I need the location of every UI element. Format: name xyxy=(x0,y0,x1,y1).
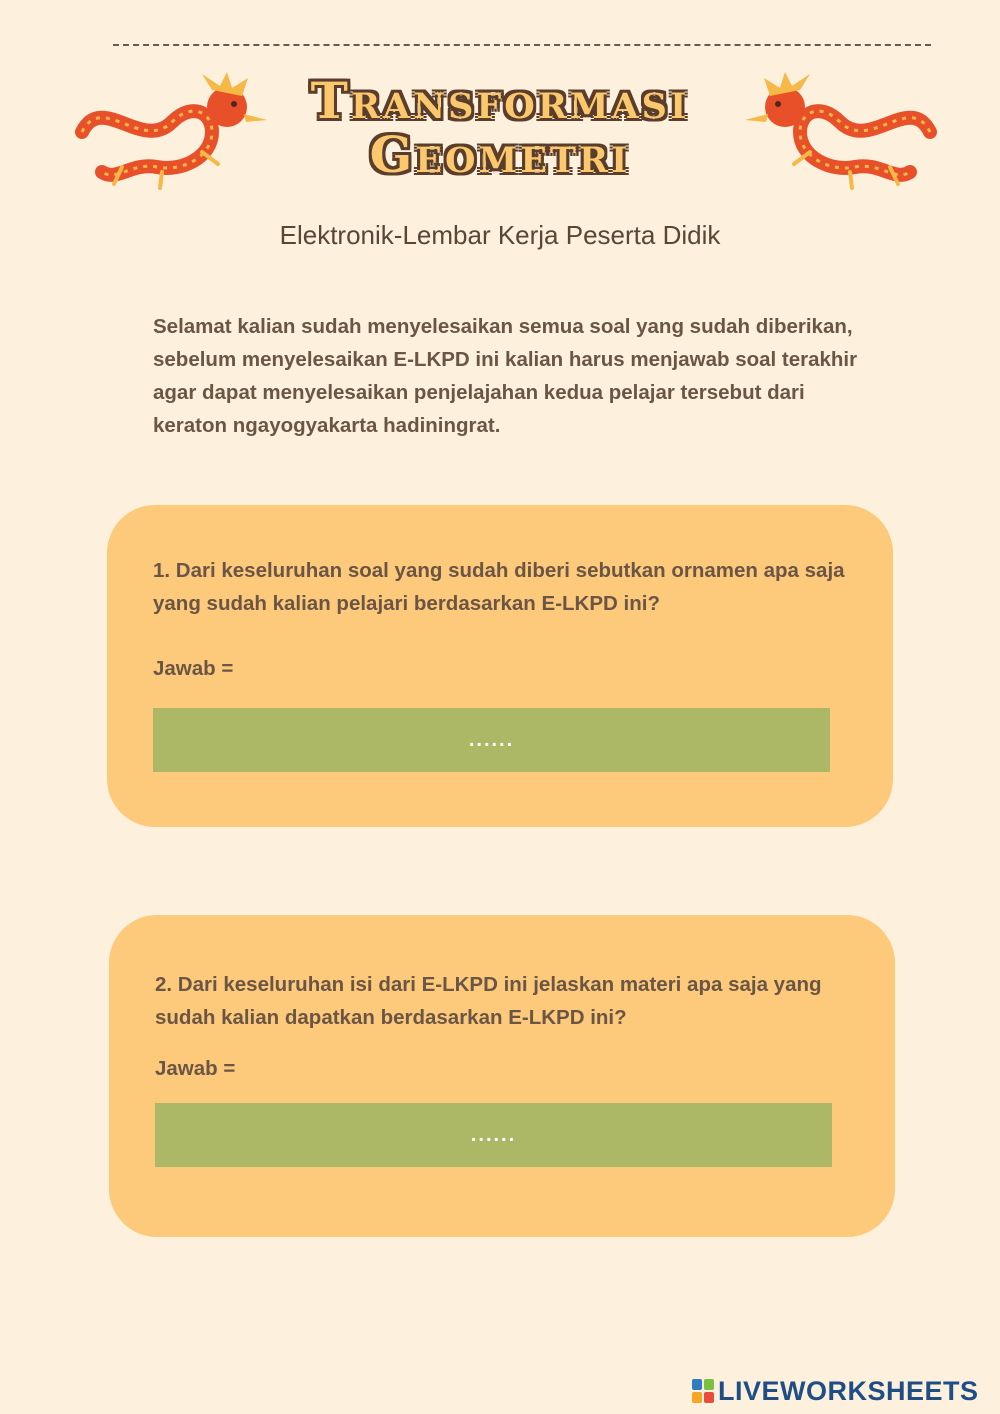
liveworksheets-logo[interactable] xyxy=(692,1376,979,1406)
question-text-2: 2. Dari keseluruhan isi dari E-LKPD ini jelaskan materi apa saja yang sudah kalian dapatkan berdasarkan E-LKPD ini? xyxy=(155,973,822,1029)
dragon-left-icon xyxy=(62,72,272,192)
title-line-1: Transformasi xyxy=(310,71,690,130)
answer-label-1: Jawab = xyxy=(153,657,234,680)
intro-paragraph: Selamat kalian sudah menyelesaikan semua soal yang sudah diberikan, sebelum menyelesaikan E-LKPD ini kalian harus menjawab soal terakhir agar dapat menyelesaikan penjelajahan kedua pelajar tersebut dari keraton ngayogyakarta hadiningrat. xyxy=(153,315,858,437)
page-title xyxy=(250,71,750,184)
title-line-2: Geometri xyxy=(369,125,631,184)
brand-name: LIVEWORKSHEETS xyxy=(718,1375,979,1406)
question-card-2 xyxy=(109,915,895,1237)
page-subtitle: Elektronik-Lembar Kerja Peserta Didik xyxy=(279,220,721,250)
answer-field-1[interactable]: ...... xyxy=(153,708,830,772)
answer-label-2: Jawab = xyxy=(155,1057,236,1080)
top-dashed-divider xyxy=(113,44,931,46)
question-text-1: 1. Dari keseluruhan soal yang sudah diberi sebutkan ornamen apa saja yang sudah kalian pelajari berdasarkan E-LKPD ini? xyxy=(153,559,845,615)
question-card-1 xyxy=(107,505,893,827)
dragon-right-icon xyxy=(740,72,950,192)
answer-field-2[interactable]: ...... xyxy=(155,1103,832,1167)
liveworksheets-logo-icon xyxy=(692,1379,714,1403)
